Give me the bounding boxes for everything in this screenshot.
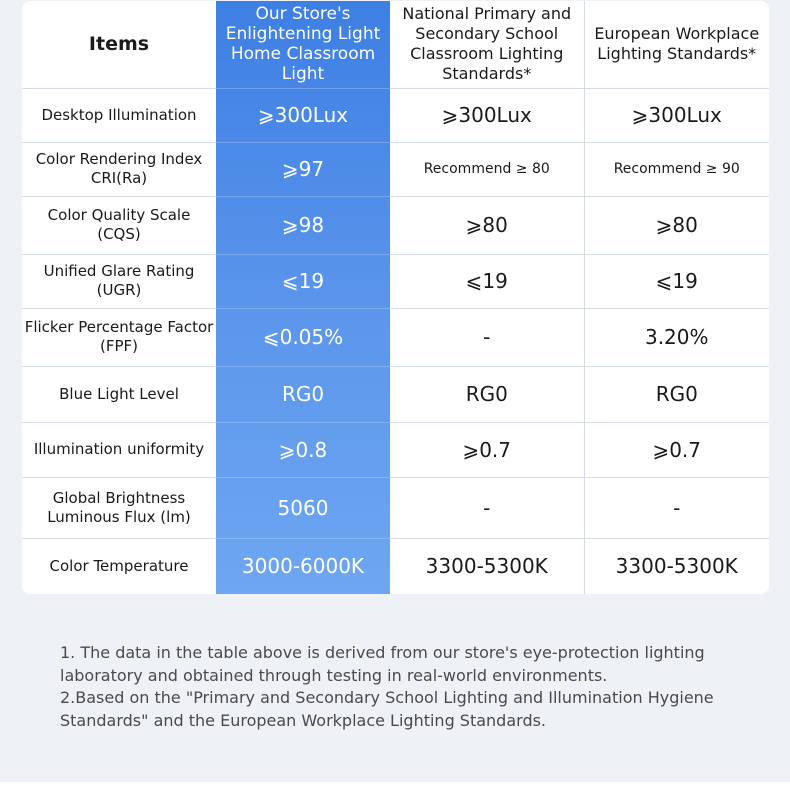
cell-national: - xyxy=(390,477,584,538)
cell-ours: ⩾98 xyxy=(216,196,390,254)
row-label: Blue Light Level xyxy=(22,366,216,422)
table-row xyxy=(22,254,769,308)
cell-ours: ⩽19 xyxy=(216,254,390,308)
header-our-store: Our Store's Enlightening Light Home Classroom Light xyxy=(216,1,390,88)
cell-european: Recommend ≥ 90 xyxy=(584,142,769,196)
header-european-standard: European Workplace Lighting Standards* xyxy=(584,1,769,88)
footnote-1: 1. The data in the table above is derived from our store's eye-protection lighting laboratory and obtained through testing in real-world environments. xyxy=(60,643,705,685)
cell-national: 3300-5300K xyxy=(390,538,584,594)
cell-national: - xyxy=(390,308,584,366)
cell-european: 3.20% xyxy=(584,308,769,366)
row-label: Desktop Illumination xyxy=(22,88,216,142)
cell-ours: 3000-6000K xyxy=(241,554,365,579)
cell-european: ⩾0.7 xyxy=(584,422,769,477)
table-row xyxy=(22,366,769,422)
comparison-card xyxy=(22,1,769,594)
cell-national: ⩽19 xyxy=(390,254,584,308)
cell-national: ⩾300Lux xyxy=(390,88,584,142)
cell-european: RG0 xyxy=(584,366,769,422)
cell-european: ⩾300Lux xyxy=(584,88,769,142)
footnotes xyxy=(60,642,740,732)
cell-european: ⩽19 xyxy=(584,254,769,308)
header-row xyxy=(22,1,769,88)
table-row xyxy=(22,88,769,142)
header-national-standard: National Primary and Secondary School Classroom Lighting Standards* xyxy=(390,1,584,88)
row-label: Color Quality Scale (CQS) xyxy=(22,196,216,254)
header-items: Items xyxy=(22,1,216,88)
comparison-table xyxy=(22,1,769,594)
table-row xyxy=(22,142,769,196)
table-row xyxy=(22,477,769,538)
cell-national: ⩾0.7 xyxy=(390,422,584,477)
cell-european: - xyxy=(584,477,769,538)
cell-ours: 5060 xyxy=(216,477,390,538)
row-label: Illumination uniformity xyxy=(22,422,216,477)
bottom-band xyxy=(0,782,790,790)
row-label: Color Temperature xyxy=(49,556,189,575)
table-row xyxy=(22,308,769,366)
row-label: Unified Glare Rating (UGR) xyxy=(22,254,216,308)
table-row xyxy=(22,538,769,594)
row-label: Flicker Percentage Factor (FPF) xyxy=(22,308,216,366)
cell-ours: ⩾300Lux xyxy=(216,88,390,142)
cell-european: 3300-5300K xyxy=(615,554,738,579)
cell-european: ⩾80 xyxy=(584,196,769,254)
table-row xyxy=(22,196,769,254)
row-label: Color Rendering Index CRI(Ra) xyxy=(22,142,216,196)
row-label: Global Brightness Luminous Flux (lm) xyxy=(22,477,216,538)
cell-ours: ⩾0.8 xyxy=(216,422,390,477)
cell-national: ⩾80 xyxy=(390,196,584,254)
cell-ours: RG0 xyxy=(216,366,390,422)
table-row xyxy=(22,422,769,477)
cell-ours: ⩽0.05% xyxy=(216,308,390,366)
footnote-2: 2.Based on the "Primary and Secondary School Lighting and Illumination Hygiene Standards" and the European Workplace Lighting Standards. xyxy=(60,688,714,730)
cell-ours: ⩾97 xyxy=(216,142,390,196)
cell-national: RG0 xyxy=(390,366,584,422)
cell-national: Recommend ≥ 80 xyxy=(390,142,584,196)
